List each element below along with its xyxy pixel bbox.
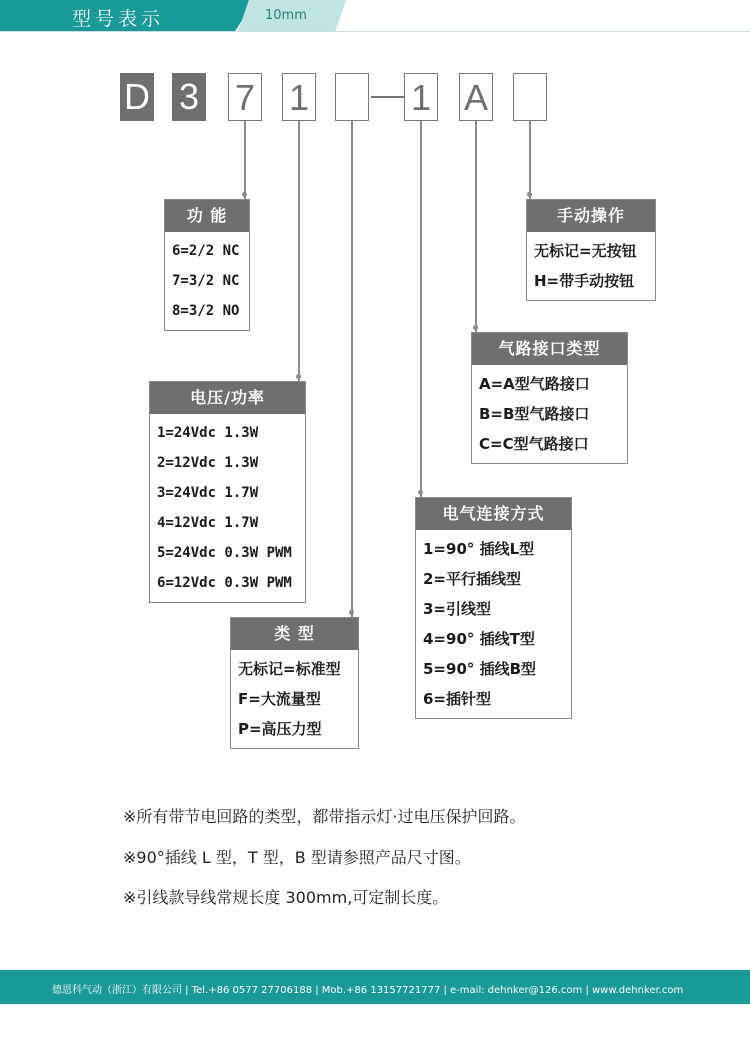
- footer-contact: 德恩科气动（浙江）有限公司 | Tel.+86 0577 27706188 | Mob.+86 13157721777 | e-mail: dehnker@126.com | www.dehnker.com: [52, 985, 684, 996]
- type-table: [230, 617, 359, 749]
- connection-row: 5=90° 插线B型: [423, 660, 537, 678]
- port-table-title: 气路接口类型: [472, 333, 627, 365]
- code-char-port: A: [459, 73, 493, 121]
- connection-row: 3=引线型: [423, 600, 492, 618]
- voltage-row: 2=12Vdc 1.3W: [157, 455, 259, 471]
- note-indicator-circuit: ※所有带节电回路的类型，都带指示灯·过电压保护回路。: [123, 807, 526, 826]
- code-separator: [371, 96, 404, 98]
- connection-row: 2=平行插线型: [423, 570, 522, 588]
- code-char-connection: 1: [404, 73, 438, 121]
- code-char-d: D: [120, 73, 154, 121]
- connector-line-connection: [420, 121, 422, 497]
- port-table: [471, 332, 628, 464]
- code-char-3: 3: [172, 73, 206, 121]
- manual-row: H=带手动按钮: [534, 272, 635, 290]
- manual-table: [526, 199, 656, 301]
- type-table-title: 类 型: [231, 618, 358, 650]
- connector-dot-manual: [527, 192, 532, 197]
- connector-dot-function: [242, 192, 247, 197]
- type-row: F=大流量型: [238, 690, 321, 708]
- code-slot-type: [335, 73, 369, 121]
- connector-line-voltage: [298, 121, 300, 381]
- connection-table: [415, 497, 572, 719]
- connection-row: 4=90° 插线T型: [423, 630, 535, 648]
- code-char-function: 7: [228, 73, 262, 121]
- note-connector-types: ※90°插线 L 型，T 型，B 型请参照产品尺寸图。: [123, 848, 471, 867]
- connector-dot-voltage: [296, 374, 301, 379]
- function-row: 7=3/2 NC: [172, 273, 240, 289]
- port-row: C=C型气路接口: [479, 435, 589, 453]
- manual-row: 无标记=无按钮: [534, 242, 637, 260]
- page-subtitle: 10mm: [265, 8, 307, 23]
- manual-table-title: 手动操作: [527, 200, 655, 232]
- function-row: 6=2/2 NC: [172, 243, 240, 259]
- voltage-row: 6=12Vdc 0.3W PWM: [157, 575, 292, 591]
- page-header: [0, 0, 750, 32]
- type-row: 无标记=标准型: [238, 660, 341, 678]
- page-title: 型号表示: [72, 8, 165, 30]
- connector-dot-type: [349, 610, 354, 615]
- footer-bar: [0, 970, 750, 1004]
- connection-row: 6=插针型: [423, 690, 492, 708]
- function-table-title: 功 能: [165, 200, 249, 232]
- connection-row: 1=90° 插线L型: [423, 540, 535, 558]
- type-row: P=高压力型: [238, 720, 322, 738]
- voltage-row: 4=12Vdc 1.7W: [157, 515, 259, 531]
- voltage-row: 1=24Vdc 1.3W: [157, 425, 259, 441]
- connector-line-manual: [529, 121, 531, 199]
- connector-line-function: [244, 121, 246, 199]
- code-char-voltage: 1: [282, 73, 316, 121]
- voltage-row: 5=24Vdc 0.3W PWM: [157, 545, 292, 561]
- port-row: A=A型气路接口: [479, 375, 590, 393]
- voltage-table-title: 电压/功率: [150, 382, 305, 414]
- function-table: [164, 199, 250, 331]
- note-cable-length: ※引线款导线常规长度 300mm,可定制长度。: [123, 888, 449, 907]
- connector-dot-connection: [418, 490, 423, 495]
- code-slot-manual: [513, 73, 547, 121]
- connector-line-type: [351, 121, 353, 617]
- header-divider: [0, 31, 750, 32]
- connector-dot-port: [473, 325, 478, 330]
- connection-table-title: 电气连接方式: [416, 498, 571, 530]
- voltage-table: [149, 381, 306, 603]
- function-row: 8=3/2 NO: [172, 303, 240, 319]
- connector-line-port: [475, 121, 477, 332]
- port-row: B=B型气路接口: [479, 405, 590, 423]
- voltage-row: 3=24Vdc 1.7W: [157, 485, 259, 501]
